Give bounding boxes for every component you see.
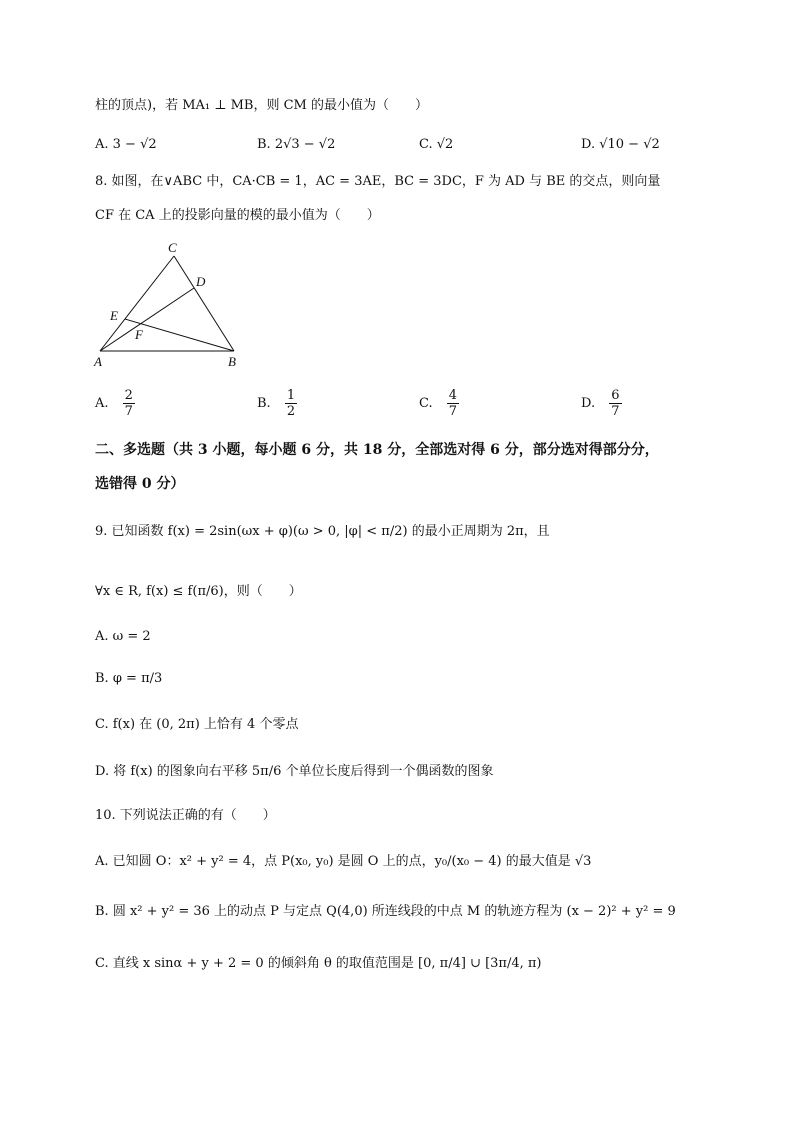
q9-option-d: D. 将 f(x) 的图象向右平移 5π/6 个单位长度后得到一个偶函数的图象 [95,764,494,779]
q9-stem-line1: 9. 已知函数 f(x) = 2sin(ωx + φ)(ω > 0, |φ| < π/2) 的最小正周期为 2π，且 [95,524,550,539]
q7-option-d: D. √10 − √2 [581,137,660,152]
section2-heading-line1: 二、多选题（共 3 小题，每小题 6 分，共 18 分，全部选对得 6 分，部分选对得部分分， [95,442,659,458]
label-f: F [135,327,143,342]
q8-stem-line1: 8. 如图，在∨ABC 中，CA·CB = 1，AC = 3AE，BC = 3DC，F 为 AD 与 BE 的交点，则向量 [95,174,661,189]
q8-option-a: A. $\frac{2}{7}$ [95,388,133,419]
q7-option-c: C. √2 [419,137,454,152]
q10-option-b: B. 圆 x² + y² = 36 上的动点 P 与定点 Q(4,0) 所连线段的中点 M 的轨迹方程为 (x − 2)² + y² = 9 [95,904,676,919]
q9-option-a: A. ω = 2 [95,629,151,644]
q9-option-b: B. φ = π/3 [95,671,163,686]
q7-stem-tail: 柱的顶点)，若 MA₁ ⊥ MB，则 CM 的最小值为（ ） [95,98,428,113]
q7-option-a: A. 3 − √2 [95,137,157,152]
q10-stem: 10. 下列说法正确的有（ ） [95,808,276,823]
q9-stem-line2: ∀x ∈ R, f(x) ≤ f(π/6)，则（ ） [95,584,302,599]
label-b: B [228,354,236,369]
q8-option-b: B. $\frac{1}{2}$ [257,388,296,419]
label-e: E [110,308,118,323]
q8-option-d: D. $\frac{6}{7}$ [581,388,620,419]
label-d: D [196,274,206,289]
side-bc [174,256,234,351]
q8-option-c: C. $\frac{4}{7}$ [419,388,458,419]
label-a: A [94,354,102,369]
section2-heading-line2: 选错得 0 分） [95,476,185,492]
q8-stem-line2: CF 在 CA 上的投影向量的模的最小值为（ ） [95,208,380,223]
q7-option-b: B. 2√3 − √2 [257,137,336,152]
q10-option-c: C. 直线 x sinα + y + 2 = 0 的倾斜角 θ 的取值范围是 [0, π/4] ∪ [3π/4, π) [95,956,542,971]
q9-option-c: C. f(x) 在 (0, 2π) 上恰有 4 个零点 [95,717,299,732]
triangle-figure [88,238,248,373]
q10-option-a: A. 已知圆 O：x² + y² = 4，点 P(x₀, y₀) 是圆 O 上的点，y₀/(x₀ − 4) 的最大值是 √3 [95,854,592,869]
label-c: C [168,240,177,255]
